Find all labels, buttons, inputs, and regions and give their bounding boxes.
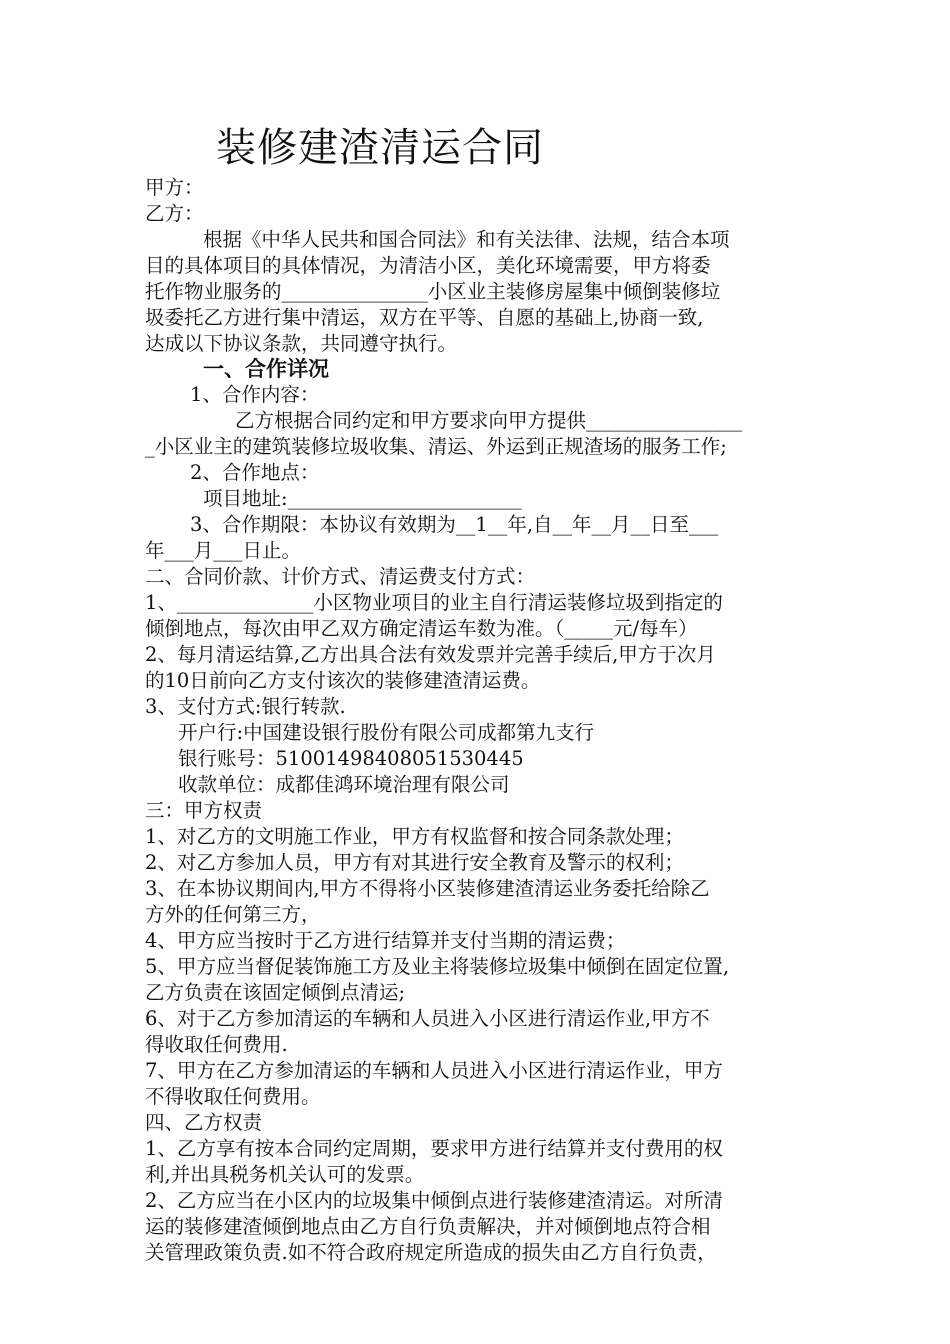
clause-line: _小区业主的建筑装修垃圾收集、清运、外运到正规渣场的服务工作;	[145, 435, 727, 458]
clause-line: 5、甲方应当督促装饰施工方及业主将装修垃圾集中倾倒在固定位置,	[145, 955, 730, 978]
clause-line: 得收取任何费用.	[145, 1033, 288, 1056]
clause-line: 运的装修建渣倾倒地点由乙方自行负责解决，并对倾倒地点符合相	[145, 1215, 711, 1238]
preamble-line: 圾委托乙方进行集中清运，双方在平等、自愿的基础上,协商一致,	[145, 306, 704, 329]
clause-line: 2、每月清运结算,乙方出具合法有效发票并完善手续后,甲方于次月	[145, 643, 716, 666]
clause-line: 1、对乙方的文明施工作业，甲方有权监督和按合同条款处理；	[145, 825, 684, 848]
clause-line: 乙方负责在该固定倾倒点清运;	[145, 981, 406, 1004]
clause-line: 6、对于乙方参加清运的车辆和人员进入小区进行清运作业,甲方不	[145, 1007, 710, 1030]
clause-line: 1、乙方享有按本合同约定周期，要求甲方进行结算并支付费用的权	[145, 1137, 723, 1160]
clause-line: 7、甲方在乙方参加清运的车辆和人员进入小区进行清运作业，甲方	[145, 1059, 723, 1082]
party-b-line: 乙方：	[145, 202, 204, 225]
payee-line: 收款单位：成都佳鸿环境治理有限公司	[178, 773, 510, 796]
party-a-line: 甲方：	[145, 176, 204, 199]
clause-line: 年___月___日止。	[145, 539, 302, 562]
clause-line: 不得收取任何费用。	[145, 1085, 321, 1108]
clause-line: 4、甲方应当按时于乙方进行结算并支付当期的清运费；	[145, 929, 626, 952]
section-heading: 四、乙方权责	[145, 1111, 263, 1134]
clause-line: 关管理政策负责.如不符合政府规定所造成的损失由乙方自行负责，	[145, 1241, 717, 1264]
bank-account-line: 银行账号：51001498408051530445	[178, 747, 524, 770]
clause-line: 1、合作内容：	[190, 383, 320, 406]
clause-line: 2、对乙方参加人员，甲方有对其进行安全教育及警示的权利；	[145, 851, 684, 874]
section-heading: 一、合作详况	[203, 356, 329, 381]
preamble-line: 托作物业服务的_______________小区业主装修房屋集中倾倒装修垃	[145, 280, 721, 303]
preamble-line: 目的具体项目的具体情况，为清洁小区，美化环境需要，甲方将委	[145, 254, 711, 277]
preamble-line: 达成以下协议条款，共同遵守执行。	[145, 332, 458, 355]
contract-title: 装修建渣清运合同	[216, 125, 544, 171]
clause-line: 2、乙方应当在小区内的垃圾集中倾倒点进行装修建渣清运。对所清	[145, 1189, 723, 1212]
section-heading: 二、合同价款、计价方式、清运费支付方式：	[145, 565, 536, 588]
clause-line: 项目地址:________________________	[203, 487, 522, 510]
clause-line: 3、合作期限：本协议有效期为__1__年,自__年__月__日至___	[190, 513, 719, 536]
clause-line: 1、______________小区物业项目的业主自行清运装修垃圾到指定的	[145, 591, 723, 614]
clause-line: 方外的任何第三方，	[145, 903, 321, 926]
clause-line: 倾倒地点，每次由甲乙双方确定清运车数为准。（_____元/每车）	[145, 617, 698, 640]
bank-name-line: 开户行:中国建设银行股份有限公司成都第九支行	[178, 721, 595, 744]
preamble-line: 根据《中华人民共和国合同法》和有关法律、法规，结合本项	[203, 228, 730, 251]
clause-line: 利,并出具税务机关认可的发票。	[145, 1163, 425, 1186]
section-heading: 三：甲方权责	[145, 799, 263, 822]
clause-line: 的10日前向乙方支付该次的装修建渣清运费。	[145, 669, 541, 692]
clause-line: 3、在本协议期间内,甲方不得将小区装修建渣清运业务委托给除乙	[145, 877, 710, 900]
clause-line: 2、合作地点：	[190, 461, 320, 484]
clause-line: 乙方根据合同约定和甲方要求向甲方提供________________	[235, 409, 743, 432]
clause-line: 3、支付方式:银行转款.	[145, 695, 346, 718]
